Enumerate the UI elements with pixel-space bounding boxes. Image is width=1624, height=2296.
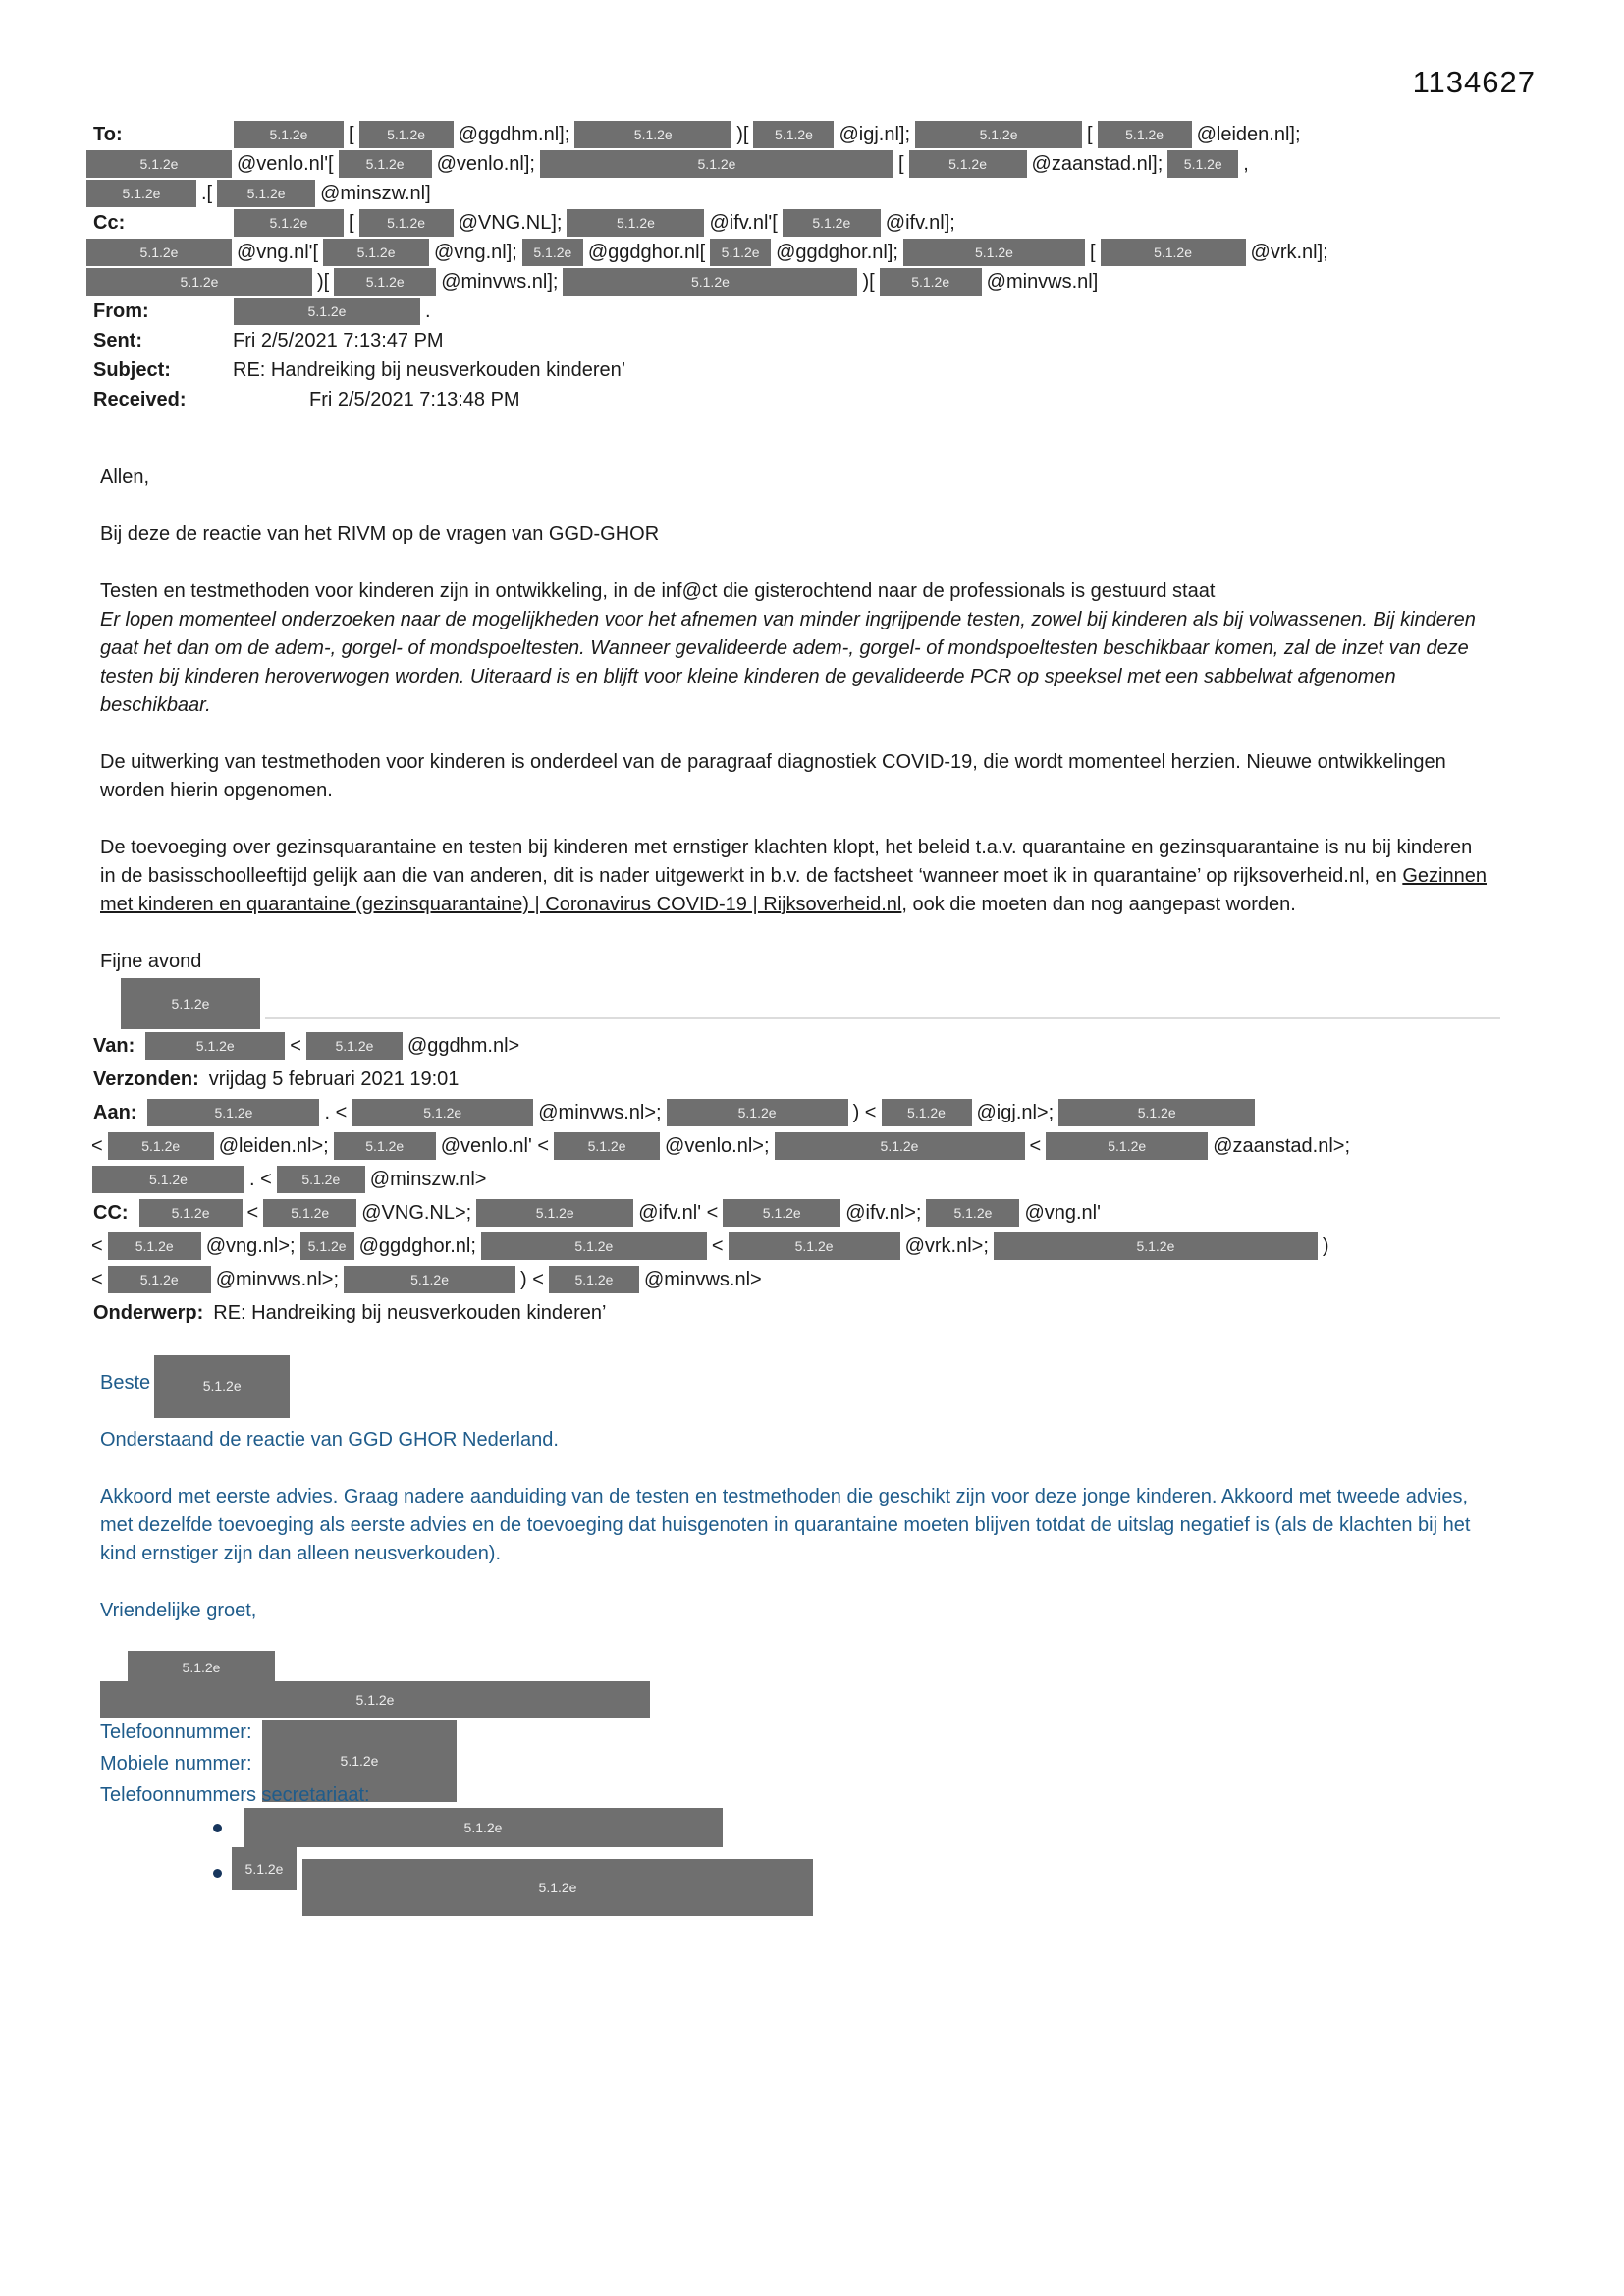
bullet-icon	[213, 1824, 222, 1832]
redaction-box: 5.1.2e	[915, 121, 1082, 148]
address-fragment: @VNG.NL];	[458, 212, 563, 234]
address-fragment: @ggdghor.nl];	[776, 242, 898, 263]
rijksoverheid-link[interactable]: Gezinnen met kinderen en quarantaine (gezinsquarantaine) | Coronavirus COVID-19 | Rijksoverheid.nl	[100, 865, 1487, 915]
redaction-box: 5.1.2e	[323, 239, 429, 266]
redaction-box: 5.1.2e	[729, 1232, 900, 1260]
redaction-box: 5.1.2e	[234, 121, 344, 148]
field-label: Aan:	[93, 1102, 137, 1123]
reply-body	[100, 1369, 1487, 1625]
header-row	[93, 1096, 1546, 1129]
header-row	[93, 297, 1546, 326]
salutation: Allen,	[100, 466, 150, 488]
header-row-continuation	[89, 1230, 1546, 1263]
email-content	[93, 120, 1546, 1931]
redaction-box: 5.1.2e	[217, 180, 315, 207]
address-fragment: <	[290, 1035, 301, 1057]
body-paragraph-4	[100, 834, 1487, 919]
address-fragment: @ggdhm.nl>	[406, 1035, 520, 1057]
redaction-box: 5.1.2e	[783, 209, 881, 237]
redaction-box: 5.1.2e	[262, 1720, 457, 1802]
address-fragment: [	[349, 124, 354, 145]
redaction-box: 5.1.2e	[359, 209, 454, 237]
address-fragment: .[	[201, 183, 213, 204]
reply-greeting-text: Beste	[100, 1372, 151, 1394]
redaction-box: 5.1.2e	[563, 268, 857, 296]
address-fragment: RE: Handreiking bij neusverkouden kinderen’	[233, 359, 626, 381]
address-fragment: )[	[862, 271, 875, 293]
email-body	[100, 464, 1487, 976]
address-fragment: )[	[736, 124, 749, 145]
address-fragment: @ifv.nl' <	[638, 1202, 719, 1224]
redaction-box: 5.1.2e	[108, 1266, 211, 1293]
redaction-box: 5.1.2e	[522, 239, 583, 266]
reply-paragraph-1: Onderstaand de reactie van GGD GHOR Nederland.	[100, 1429, 559, 1450]
redaction-box: 5.1.2e	[334, 1132, 436, 1160]
quoted-message-divider	[265, 1017, 1500, 1019]
closing-line: Fijne avond	[100, 951, 202, 972]
redaction-box: 5.1.2e	[145, 1032, 285, 1060]
redaction-box: 5.1.2e	[667, 1099, 848, 1126]
address-fragment: [	[1089, 242, 1096, 263]
address-fragment: @minvws.nl]	[986, 271, 1099, 293]
header-row-continuation	[89, 1129, 1546, 1163]
header-row	[93, 1196, 1546, 1230]
address-fragment: @venlo.nl>;	[665, 1135, 770, 1157]
redaction-box: 5.1.2e	[476, 1199, 633, 1227]
redaction-box: 5.1.2e	[1167, 150, 1238, 178]
address-fragment: ) <	[852, 1102, 877, 1123]
address-fragment: ,	[1243, 153, 1249, 175]
redaction-box: 5.1.2e	[723, 1199, 840, 1227]
address-fragment: [	[897, 153, 904, 175]
header-row-continuation	[89, 1163, 1546, 1196]
address-fragment: @ggdhm.nl];	[458, 124, 570, 145]
body-paragraph-4-pre: De toevoeging over gezinsquarantaine en testen bij kinderen met ernstiger klachten klopt, het beleid t.a.v. quarantaine en gezinsquarantaine is nu bij kinderen in de basisschoolleeftijd gelijk aan die van anderen, dit is nader uitgewerkt in b.v. de factsheet ‘wanneer moet ik in quarantaine’ op rijksoverheid.nl, en	[100, 837, 1473, 887]
email-header	[93, 120, 1546, 414]
header-row-continuation	[83, 149, 1546, 179]
body-paragraph-1: Bij deze de reactie van het RIVM op de vragen van GGD-GHOR	[100, 523, 660, 545]
redaction-box: 5.1.2e	[540, 150, 893, 178]
address-fragment: @vrk.nl>;	[904, 1235, 989, 1257]
reply-paragraph-2: Akkoord met eerste advies. Graag nadere aanduiding van de testen en testmethoden die geschikt zijn voor deze jonge kinderen. Akkoord met tweede advies, met dezelfde toevoeging als eerste advies en de toevoeging dat huisgenoten in quarantaine moeten blijven totdat de uitslag negatief is (als de klachten bij het kind ernstiger zijn dan alleen neusverkouden).	[100, 1486, 1471, 1564]
address-fragment: @venlo.nl'[	[237, 153, 334, 175]
header-row	[93, 326, 1546, 355]
redaction-box: 5.1.2e	[154, 1355, 290, 1418]
address-fragment: @igj.nl>;	[976, 1102, 1055, 1123]
address-fragment: @leiden.nl>;	[218, 1135, 329, 1157]
redaction-box: 5.1.2e	[277, 1166, 365, 1193]
redaction-box: 5.1.2e	[234, 209, 344, 237]
body-paragraph-3: De uitwerking van testmethoden voor kinderen is onderdeel van de paragraaf diagnostiek COVID-19, die wordt momenteel herzien. Nieuwe ontwikkelingen worden hierin opgenomen.	[100, 751, 1446, 801]
address-fragment: Fri 2/5/2021 7:13:47 PM	[233, 330, 444, 352]
address-fragment: @minvws.nl>;	[215, 1269, 340, 1290]
redaction-box: 5.1.2e	[1101, 239, 1246, 266]
header-row	[93, 1063, 1546, 1096]
spacer	[231, 400, 307, 401]
address-fragment: @vng.nl];	[434, 242, 517, 263]
header-row-continuation	[83, 267, 1546, 297]
header-row	[93, 208, 1546, 238]
address-fragment: vrijdag 5 februari 2021 19:01	[208, 1068, 460, 1090]
field-label: To:	[93, 124, 123, 145]
address-fragment: @zaanstad.nl>;	[1213, 1135, 1351, 1157]
redaction-box: 5.1.2e	[108, 1132, 214, 1160]
address-fragment: @venlo.nl];	[436, 153, 535, 175]
redaction-box: 5.1.2e	[263, 1199, 356, 1227]
redaction-box: 5.1.2e	[139, 1199, 243, 1227]
redaction-box: 5.1.2e	[302, 1859, 813, 1916]
redaction-box: 5.1.2e	[567, 209, 704, 237]
body-paragraph-2: Testen en testmethoden voor kinderen zijn in ontwikkeling, in de inf@ct die gisterochtend naar de professionals is gestuurd staat	[100, 580, 1216, 602]
header-row	[93, 1029, 1546, 1063]
redaction-box: 5.1.2e	[100, 1681, 650, 1718]
address-fragment: @minszw.nl]	[320, 183, 431, 204]
redaction-box: 5.1.2e	[86, 150, 232, 178]
address-fragment: @vng.nl'[	[237, 242, 319, 263]
redaction-box: 5.1.2e	[306, 1032, 403, 1060]
redaction-box: 5.1.2e	[549, 1266, 639, 1293]
address-fragment: @ggdghor.nl;	[358, 1235, 476, 1257]
field-label: Cc:	[93, 212, 126, 234]
address-fragment: @zaanstad.nl];	[1031, 153, 1164, 175]
header-row	[93, 120, 1546, 149]
redaction-box: 5.1.2e	[880, 268, 982, 296]
address-fragment: RE: Handreiking bij neusverkouden kinderen’	[213, 1302, 607, 1324]
redaction-box: 5.1.2e	[232, 1847, 297, 1890]
address-fragment: [	[349, 212, 354, 234]
address-fragment: @leiden.nl];	[1196, 124, 1301, 145]
field-label: CC:	[93, 1202, 129, 1224]
redaction-box: 5.1.2e	[300, 1232, 354, 1260]
field-label: Van:	[93, 1035, 135, 1057]
redaction-box: 5.1.2e	[882, 1099, 972, 1126]
redaction-box: 5.1.2e	[574, 121, 731, 148]
redaction-box: 5.1.2e	[86, 180, 196, 207]
redaction-box: 5.1.2e	[1098, 121, 1192, 148]
address-fragment: <	[246, 1202, 259, 1224]
address-fragment: @ggdghor.nl[	[587, 242, 706, 263]
address-fragment: @ifv.nl>;	[845, 1202, 922, 1224]
redaction-box: 5.1.2e	[86, 268, 312, 296]
address-fragment: @igj.nl];	[839, 124, 911, 145]
field-label: Verzonden:	[93, 1068, 199, 1090]
address-fragment: . <	[249, 1169, 272, 1190]
redaction-box: 5.1.2e	[147, 1099, 319, 1126]
redaction-box: 5.1.2e	[108, 1232, 201, 1260]
reply-greeting	[100, 1369, 1487, 1397]
address-fragment: @minvws.nl>;	[538, 1102, 662, 1123]
redaction-box: 5.1.2e	[1058, 1099, 1255, 1126]
redaction-box: 5.1.2e	[86, 239, 232, 266]
address-fragment: @ifv.nl'[	[709, 212, 778, 234]
redaction-box: 5.1.2e	[753, 121, 834, 148]
bullet-icon	[213, 1869, 222, 1878]
redaction-box: 5.1.2e	[352, 1099, 533, 1126]
redaction-box: 5.1.2e	[121, 978, 260, 1029]
document-number: 1134627	[1412, 65, 1536, 99]
body-paragraph-2-quote: Er lopen momenteel onderzoeken naar de mogelijkheden voor het afnemen van minder ingrijpende testen, zowel bij kinderen als bij volwassenen. Bij kinderen gaat het dan om de adem-, gorgel- of mondspoeltesten. Wanneer gevalideerde adem-, gorgel- of mondspoeltesten beschikbaar komen, zal de inzet van deze testen bij kinderen heroverwogen worden. Uiteraard is en blijft voor kleine kinderen de gevalideerde PCR op speeksel met een sabbelwat afgenomen beschikbaar.	[100, 609, 1476, 716]
redaction-box: 5.1.2e	[334, 268, 436, 296]
address-fragment: .	[425, 301, 431, 322]
header-row-continuation	[83, 238, 1546, 267]
header-row	[93, 355, 1546, 385]
address-fragment: @minszw.nl>	[369, 1169, 487, 1190]
field-label: From:	[93, 301, 149, 322]
secretariat-label: Telefoonnummers secretariaat:	[100, 1784, 370, 1806]
redaction-box: 5.1.2e	[926, 1199, 1019, 1227]
redaction-box: 5.1.2e	[128, 1651, 275, 1683]
header-row	[93, 385, 1546, 414]
header-row	[93, 1296, 1546, 1330]
address-fragment: <	[91, 1235, 103, 1257]
address-fragment: @venlo.nl' <	[440, 1135, 550, 1157]
address-fragment: @vng.nl>;	[205, 1235, 296, 1257]
reply-closing: Vriendelijke groet,	[100, 1600, 257, 1621]
address-fragment: <	[1029, 1135, 1042, 1157]
address-fragment: @VNG.NL>;	[361, 1202, 472, 1224]
redaction-box: 5.1.2e	[554, 1132, 660, 1160]
field-label: Subject:	[93, 359, 171, 381]
address-fragment: [	[1087, 124, 1093, 145]
address-fragment: <	[91, 1135, 103, 1157]
redaction-box: 5.1.2e	[244, 1808, 723, 1847]
redaction-box: 5.1.2e	[775, 1132, 1025, 1160]
address-fragment: )[	[317, 271, 330, 293]
address-fragment: <	[91, 1269, 103, 1290]
redaction-box: 5.1.2e	[903, 239, 1085, 266]
address-fragment: )	[1322, 1235, 1329, 1257]
redaction-box: 5.1.2e	[909, 150, 1027, 178]
address-fragment: @ifv.nl];	[885, 212, 955, 234]
mobile-label: Mobiele nummer:	[100, 1753, 252, 1775]
address-fragment: @vng.nl'	[1024, 1202, 1101, 1224]
body-paragraph-4-post: , ook die moeten dan nog aangepast worden.	[901, 894, 1296, 915]
quoted-email-header	[93, 1029, 1546, 1330]
address-fragment: <	[711, 1235, 724, 1257]
address-fragment: @minvws.nl>	[643, 1269, 762, 1290]
redaction-box: 5.1.2e	[481, 1232, 707, 1260]
redaction-box: 5.1.2e	[92, 1166, 244, 1193]
address-fragment: @minvws.nl];	[441, 271, 559, 293]
redaction-box: 5.1.2e	[339, 150, 432, 178]
field-label: Sent:	[93, 330, 142, 352]
field-label: Onderwerp:	[93, 1302, 204, 1324]
redaction-box: 5.1.2e	[234, 298, 420, 325]
header-row-continuation	[83, 179, 1546, 208]
redaction-box: 5.1.2e	[710, 239, 771, 266]
phone-label: Telefoonnummer:	[100, 1722, 252, 1743]
header-row-continuation	[89, 1263, 1546, 1296]
field-label: Received:	[93, 389, 187, 410]
redaction-box: 5.1.2e	[994, 1232, 1318, 1260]
redaction-box: 5.1.2e	[359, 121, 454, 148]
address-fragment: ) <	[520, 1269, 544, 1290]
address-fragment: Fri 2/5/2021 7:13:48 PM	[309, 389, 520, 410]
redaction-box: 5.1.2e	[1046, 1132, 1208, 1160]
signature-block	[100, 1651, 1546, 1931]
redaction-box: 5.1.2e	[344, 1266, 515, 1293]
address-fragment: . <	[324, 1102, 348, 1123]
address-fragment: @vrk.nl];	[1250, 242, 1328, 263]
